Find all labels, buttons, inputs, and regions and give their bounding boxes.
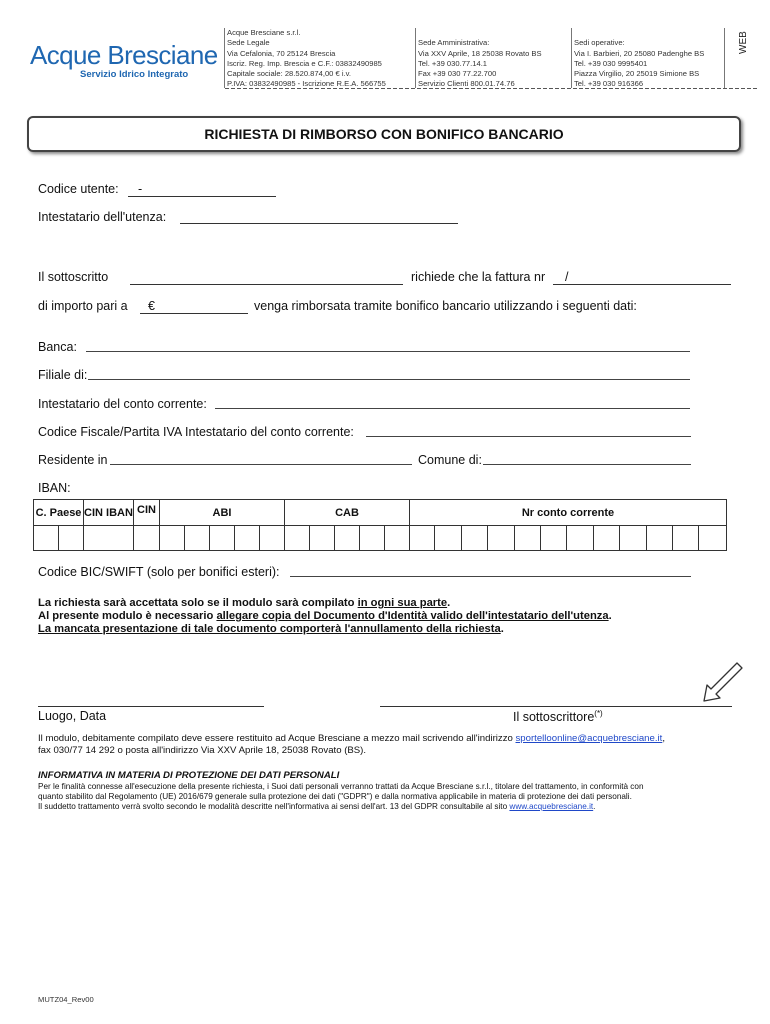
header-divider [415,28,416,88]
header-admin-info: Sede Amministrativa: Via XXV Aprile, 18 25038 Rovato BS Tel. +39 030.77.14.1 Fax +39 030 77.22.700 Servizio Clienti 800.01.74.76 [418,38,542,89]
form-code: MUTZ04_Rev00 [38,995,94,1004]
fattura-number-field[interactable] [553,284,731,285]
intestatario-utenza-field[interactable] [180,223,458,224]
email-link[interactable]: sportelloonline@acquebresciane.it [515,733,663,744]
privacy-line-2: quanto stabilito dal Regolamento (UE) 2016/679 generale sulla protezione dei dati ("GDPR") e dalla normativa applicabile in materia di protezione dei dati personali. [38,792,632,801]
comune-label: Comune di: [418,453,482,467]
banca-field[interactable] [86,351,690,352]
iban-cell[interactable] [410,526,435,551]
iban-cell[interactable] [646,526,672,551]
iban-cell[interactable] [134,526,160,551]
header-rule [225,88,757,89]
iban-cell[interactable] [673,526,699,551]
iban-cell[interactable] [185,526,210,551]
header-divider [224,28,225,88]
privacy-line-3: Il suddetto trattamento verrà svolto secondo le modalità descritte nell'informativa ai sensi dell'art. 13 del GDPR consultabile al sito www.acquebresciane.it. [38,802,596,811]
notice-line-3: La mancata presentazione di tale documento comporterà l'annullamento della richiesta. [38,623,504,635]
iban-cell[interactable] [699,526,727,551]
iban-cell[interactable] [620,526,646,551]
sottoscritto-field[interactable] [130,284,403,285]
bic-field[interactable] [290,576,691,577]
iban-cell[interactable] [360,526,385,551]
filiale-field[interactable] [88,379,690,380]
iban-header-abi: ABI [160,500,285,526]
header-operative-info: Sedi operative: Via I. Barbieri, 20 25080 Padenghe BS Tel. +39 030 9995401 Piazza Virgilio, 20 25019 Simione BS Tel. +39 030 916366 [574,38,705,89]
intestatario-conto-label: Intestatario del conto corrente: [38,397,207,411]
iban-cell[interactable] [34,526,59,551]
iban-cell[interactable] [541,526,567,551]
form-title: RICHIESTA DI RIMBORSO CON BONIFICO BANCARIO [27,116,741,152]
euro-symbol: € [148,299,155,313]
pencil-arrow-icon [700,660,744,704]
return-note-line-2: fax 030/77 14 292 o posta all'indirizzo Via XXV Aprile 18, 25038 Rovato (BS). [38,745,367,756]
iban-input-row [34,526,727,551]
intestatario-conto-field[interactable] [215,408,690,409]
header-divider [571,28,572,88]
residente-field[interactable] [110,464,412,465]
iban-header-cin-iban: CIN IBAN [84,500,134,526]
fattura-slash: / [565,270,569,284]
luogo-data-label: Luogo, Data [38,709,107,723]
codice-utente-label: Codice utente: [38,182,119,196]
website-link[interactable]: www.acquebresciane.it [509,802,594,811]
iban-cell[interactable] [385,526,410,551]
iban-cell[interactable] [488,526,514,551]
iban-cell[interactable] [59,526,84,551]
iban-cell[interactable] [285,526,310,551]
sottoscritto-label: Il sottoscritto [38,270,109,284]
intestatario-utenza-label: Intestatario dell'utenza: [38,210,167,224]
privacy-title: INFORMATIVA IN MATERIA DI PROTEZIONE DEI DATI PERSONALI [38,770,340,781]
notice-line-1: La richiesta sarà accettata solo se il modulo sarà compilato in ogni sua parte. [38,597,451,609]
web-label: WEB [738,31,749,54]
banca-label: Banca: [38,340,77,354]
rimborso-text: venga rimborsata tramite bonifico bancario utilizzando i seguenti dati: [254,299,637,313]
iban-cell[interactable] [310,526,335,551]
comune-field[interactable] [483,464,691,465]
richiede-label: richiede che la fattura nr [411,270,546,284]
header-divider [724,28,725,88]
importo-label: di importo pari a [38,299,128,313]
iban-cell[interactable] [260,526,285,551]
iban-cell[interactable] [210,526,235,551]
iban-header-cin: CIN [134,500,160,526]
notice-line-2: Al presente modulo è necessario allegare copia del Documento d'Identità valido dell'intestatario dell'utenza. [38,610,612,622]
filiale-label: Filiale di: [38,368,88,382]
return-note-line-1: Il modulo, debitamente compilato deve essere restituito ad Acque Bresciane a mezzo mail scrivendo all'indirizzo sportelloonline@acquebresciane.it, [38,733,665,744]
residente-label: Residente in [38,453,108,467]
iban-cell[interactable] [567,526,593,551]
brand-subtitle: Servizio Idrico Integrato [80,69,189,80]
luogo-data-line[interactable] [38,706,264,707]
codice-utente-separator: - [138,182,143,196]
header-legal-info: Acque Bresciane s.r.l. Sede Legale Via Cefalonia, 70 25124 Brescia Iscriz. Reg. Imp. Brescia e C.F.: 03832490985 Capitale sociale: 28.520.874,00 € i.v. P.IVA: 03832490985 - Iscrizione R.E.A. 566755 [227,28,386,89]
codice-utente-field[interactable] [128,196,276,197]
brand-logo: Acque Bresciane [30,40,218,70]
iban-cell[interactable] [235,526,260,551]
iban-cell[interactable] [593,526,619,551]
privacy-line-1: Per le finalità connesse all'esecuzione della presente richiesta, i Suoi dati personali verranno trattati da Acque Bresciane s.r.l., titolare del trattamento, in conformità con [38,782,644,791]
iban-cell[interactable] [435,526,461,551]
signature-label: Il sottoscrittore(*) [513,709,603,725]
signature-line[interactable] [380,706,732,707]
iban-header-cab: CAB [285,500,410,526]
codice-fiscale-field[interactable] [366,436,691,437]
iban-cell[interactable] [514,526,540,551]
iban-cell[interactable] [335,526,360,551]
iban-table [33,499,727,551]
iban-header-conto: Nr conto corrente [410,500,727,526]
iban-cell[interactable] [160,526,185,551]
iban-cell[interactable] [84,526,134,551]
iban-cell[interactable] [461,526,487,551]
codice-fiscale-label: Codice Fiscale/Partita IVA Intestatario del conto corrente: [38,425,354,439]
iban-label: IBAN: [38,481,71,495]
iban-header-paese: C. Paese [34,500,84,526]
bic-label: Codice BIC/SWIFT (solo per bonifici esteri): [38,565,280,579]
importo-field[interactable] [140,313,248,314]
